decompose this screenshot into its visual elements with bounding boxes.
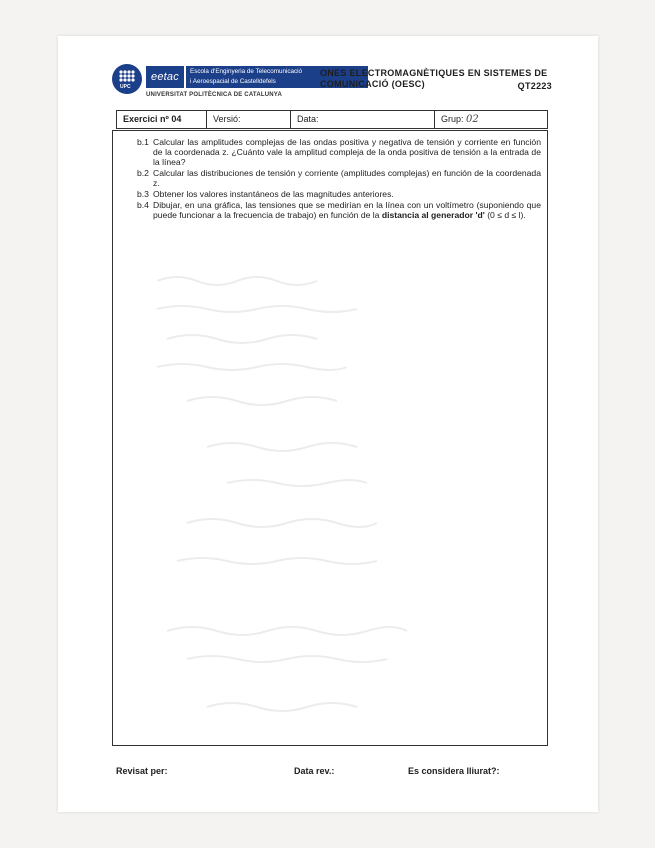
- answer-frame: [112, 130, 548, 746]
- exercise-sheet: [58, 36, 598, 812]
- school-name-line2: i Aeroespacial de Castelldefels: [190, 78, 276, 85]
- question-text: Calcular las amplitudes complejas de las ondas positiva y negativa de tensión y corriente en función de la coordenada z. ¿Cuánto vale la amplitud compleja de la onda positiva de tensión a la entrada de la línea?: [153, 137, 541, 168]
- bleed-through-texture: [147, 261, 527, 741]
- question-text-part: Dibujar, en una gráfica, las tensiones que se medirían en la línea con un voltímetro (suponiendo que puede funcionar a la frecuencia de trabajo) en función de la: [153, 199, 541, 220]
- question-number: b.1: [137, 137, 149, 147]
- question-list: [137, 137, 541, 221]
- term-code: QT2223: [517, 81, 552, 91]
- date-field: Data:: [291, 111, 435, 128]
- question-text: Obtener los valores instantáneos de las magnitudes anteriores.: [153, 189, 394, 200]
- course-title-line1: ONES ELECTROMAGNÈTIQUES EN SISTEMES DE: [320, 68, 548, 78]
- review-date-label: Data rev.:: [294, 766, 335, 776]
- school-name-line1: Escola d'Enginyeria de Telecomunicació: [190, 68, 303, 75]
- reviewed-by-label: Revisat per:: [116, 766, 168, 776]
- exercise-number: Exercici nº 04: [117, 111, 207, 128]
- group-label: Grup:: [441, 114, 464, 124]
- exercise-info-row: [116, 110, 548, 129]
- question-text-emphasis: distancia al generador 'd': [381, 209, 485, 220]
- delivered-label: Es considera lliurat?:: [408, 766, 500, 776]
- question-item: [137, 189, 541, 199]
- version-field: Versió:: [207, 111, 291, 128]
- eetac-logo: eetac: [146, 66, 184, 88]
- upc-logo-icon: [112, 64, 142, 94]
- question-item: [137, 168, 541, 188]
- course-title-line2: COMUNICACIÓ (OESC): [320, 79, 425, 89]
- question-number: b.3: [137, 189, 149, 200]
- question-item: [137, 137, 541, 168]
- question-item: [137, 200, 541, 220]
- university-name: UNIVERSITAT POLITÈCNICA DE CATALUNYA: [146, 92, 282, 98]
- question-number: b.2: [137, 168, 149, 179]
- question-number: b.4: [137, 199, 149, 210]
- course-title: [320, 68, 552, 92]
- question-text: [153, 200, 541, 220]
- group-field: [435, 111, 547, 128]
- question-text: Calcular las distribuciones de tensión y corriente (amplitudes complejas) en función de la coordenada z.: [153, 168, 541, 189]
- group-value: 02: [466, 114, 479, 125]
- question-text-part: (0 ≤ d ≤ l).: [484, 209, 526, 220]
- upc-logo-text: UPC: [120, 84, 131, 90]
